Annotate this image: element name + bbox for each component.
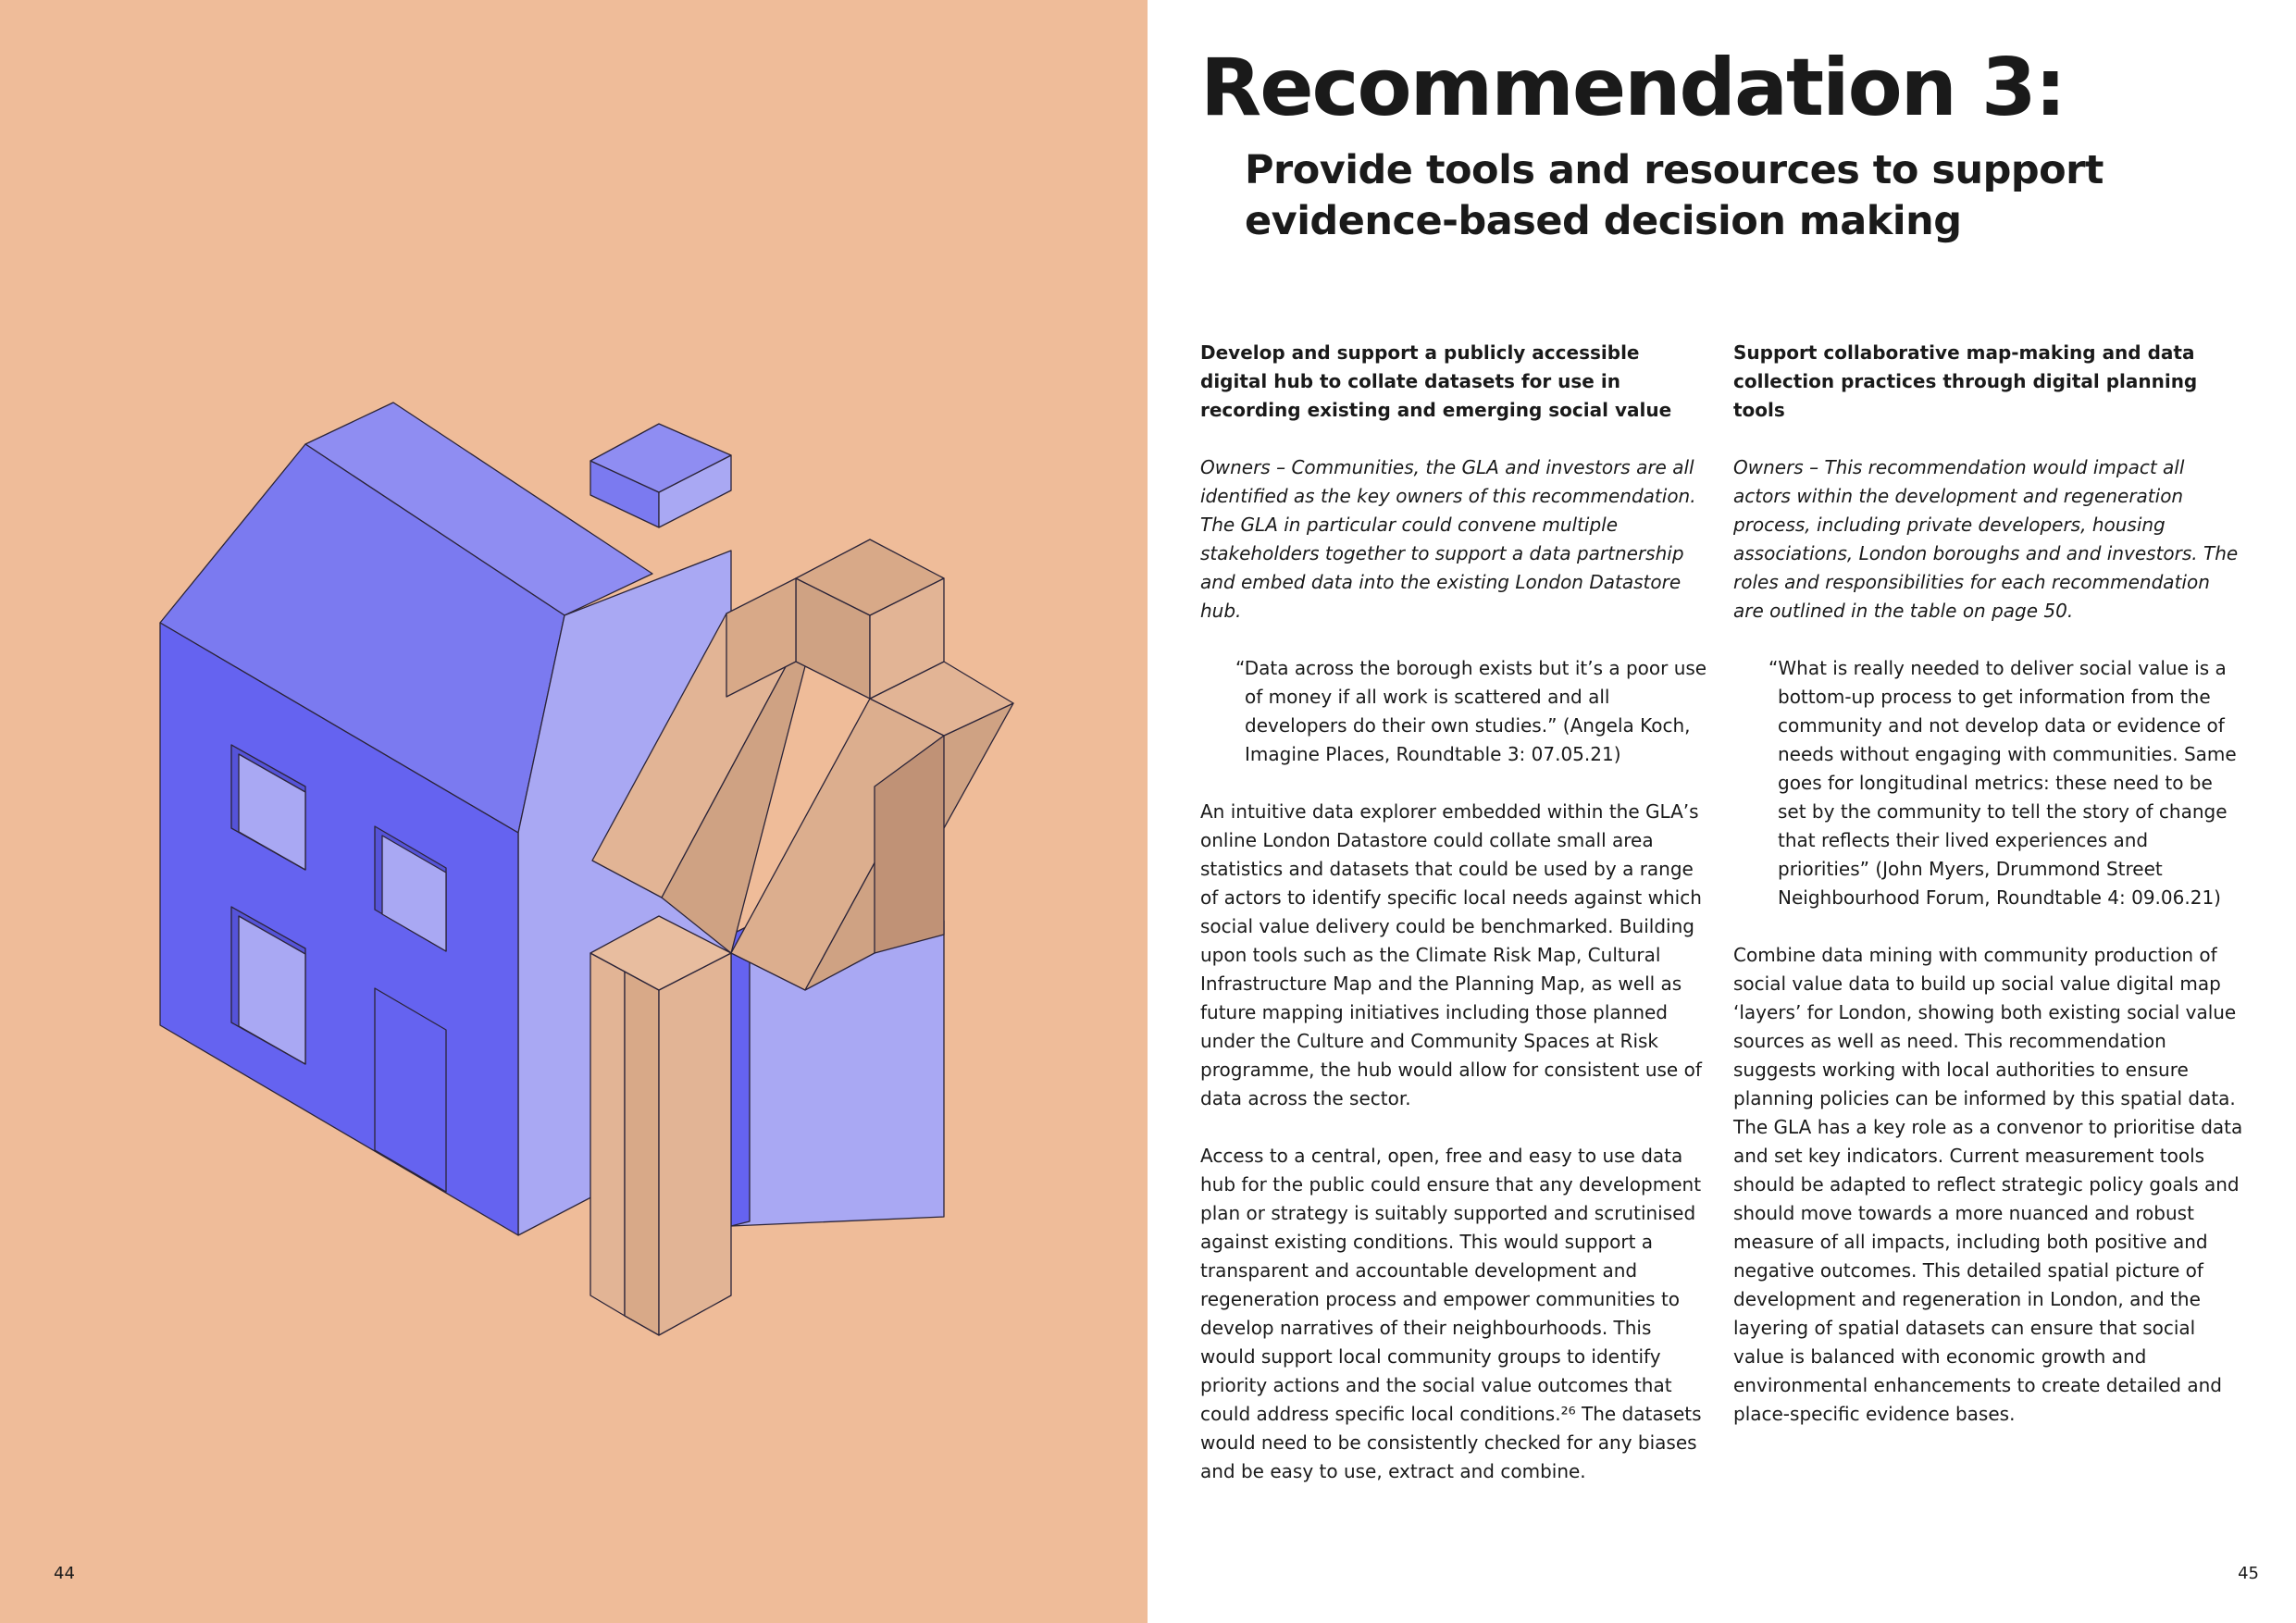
column-left-paragraph-1: An intuitive data explorer embedded within the GLA’s online London Datastore could collate small area statistics and datasets that could be used by a range of actors to identify specific local needs against which social value delivery could be benchmarked. Building upon tools such as the Climate Risk Map, Cultural Infrastructure Map and the Planning Map, as well as future mapping initiatives including those planned under the Culture and Community Spaces at Risk programme, the hub would allow for consistent use of data across the sector. [1200, 800, 1702, 1109]
column-right-quote: “What is really needed to deliver social value is a bottom-up process to get information from the community and not develop data or evidence of needs without engaging with communities. Same goes for longitudinal metrics: these need to be set by the community to tell the story of change that reflects their lived experiences and priorities” (John Myers, Drummond Street Neighbourhood Forum, Roundtable 4: 09.06.21) [1769, 657, 2237, 909]
column-right [1733, 339, 2244, 1429]
column-right-paragraph-1: Combine data mining with community production of social value data to build up social value digital map ‘layers’ for London, showing both existing social value sources as well as need. This recommendation suggests working with local authorities to ensure planning policies can be informed by this spatial data. The GLA has a key role as a convenor to prioritise data and set key indicators. Current measurement tools should be adapted to reflect strategic policy goals and should move towards a more nuanced and robust measure of all impacts, including both positive and negative outcomes. This detailed spatial picture of development and regeneration in London, and the layering of spatial datasets can ensure that social value is balanced with economic growth and environmental enhancements to create detailed and place-specific evidence bases. [1733, 944, 2243, 1425]
column-left-heading: Develop and support a publicly accessible digital hub to collate datasets for use in recording existing and emerging social value [1200, 341, 1672, 421]
column-left-paragraph-2: Access to a central, open, free and easy to use data hub for the public could ensure that any development plan or strategy is suitably supported and scrutinised against existing conditions. This would support a transparent and accountable development and regeneration process and empower communities to develop narratives of their neighbourhoods. This would support local community groups to identify priority actions and the social value outcomes that could address specific local conditions.²⁶ The datasets would need to be consistently checked for any biases and be easy to use, extract and combine. [1200, 1145, 1702, 1482]
column-left [1200, 339, 1711, 1486]
column-left-owners: Owners – Communities, the GLA and investors are all identified as the key owners of this recommendation. The GLA in particular could convene multiple stakeholders together to support a data partnership and embed data into the existing London Datastore hub. [1200, 456, 1696, 622]
right-page [1148, 0, 2296, 1623]
page-subtitle: Provide tools and resources to support evidence-based decision making [1245, 147, 2104, 244]
side-box-edge [731, 925, 750, 1226]
page-number-right: 45 [2238, 1564, 2259, 1583]
column-right-heading: Support collaborative map-making and data collection practices through digital planning tools [1733, 341, 2198, 421]
column-right-owners: Owners – This recommendation would impact all actors within the development and regeneration process, including private developers, housing associations, London boroughs and and investors. The roles and responsibilities for each recommendation are outlined in the table on page 50. [1733, 456, 2239, 622]
pillar-mid-front [625, 972, 659, 1335]
page-number-left: 44 [54, 1564, 75, 1583]
pillar-left-front [590, 953, 625, 1316]
pillar-side [659, 953, 731, 1335]
page-title: Recommendation 3: [1200, 42, 2066, 134]
column-left-quote: “Data across the borough exists but it’s a poor use of money if all work is scattered and all developers do their own studies.” (Angela Koch, Imagine Places, Roundtable 3: 07.05.21) [1235, 657, 1707, 765]
